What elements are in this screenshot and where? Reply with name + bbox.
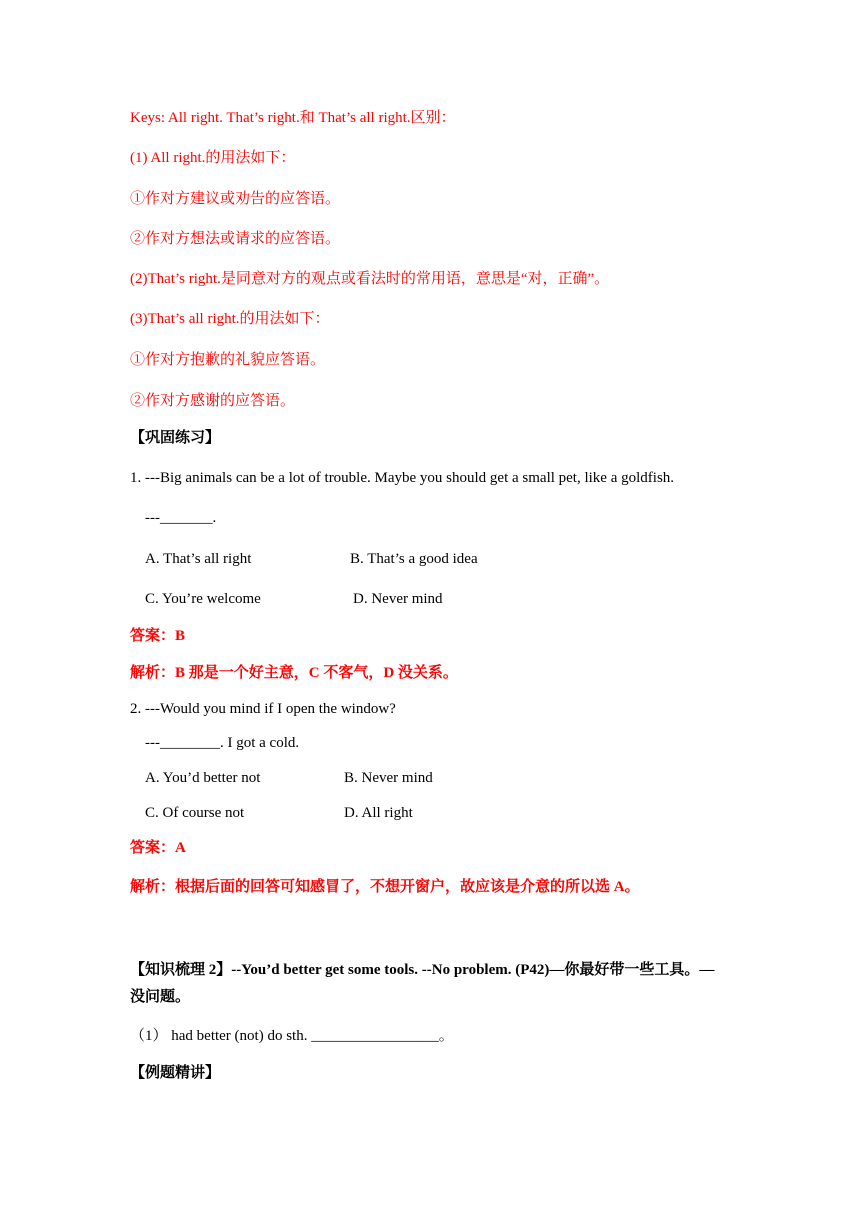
keys-point-3b: ②作对方感谢的应答语。 [130,391,296,409]
q2-answer: 答案：A [130,840,186,856]
keys-point-1a: ①作对方建议或劝告的应答语。 [130,189,341,207]
knowledge-item-1: （1） had better (not) do sth. _________________。 [130,1028,454,1044]
q1-answer: 答案：B [130,628,186,644]
knowledge-heading-line2: 没问题。 [130,987,191,1005]
knowledge-heading-line1: 【知识梳理 2】--You’d better get some tools. --No problem. (P42)—你最好带一些工具。— [130,962,715,978]
keys-point-1b: ②作对方想法或请求的应答语。 [130,229,341,247]
keys-point-2: (2)That’s right.是同意对方的观点或看法时的常用语，意思是“对，正确”。 [130,271,610,287]
q1-question: 1. ---Big animals can be a lot of trouble. Maybe you should get a small pet, like a goldfish. [130,470,675,486]
q2-option-c: C. Of course not [145,805,245,821]
example-heading: 【例题精讲】 [130,1063,221,1081]
keys-point-1: (1) All right.的用法如下： [130,150,296,166]
keys-title: Keys: All right. That’s right.和 That’s all right.区别： [130,110,456,126]
q2-option-b: B. Never mind [344,770,433,786]
practice-heading: 【巩固练习】 [130,428,221,446]
q2-option-a: A. You’d better not [145,770,261,786]
q1-option-d: D. Never mind [353,591,443,607]
q1-analysis: 解析：B 那是一个好主意，C 不客气，D 没关系。 [130,665,458,681]
q2-reply: ---________. I got a cold. [145,735,300,751]
q2-question: 2. ---Would you mind if I open the window? [130,701,396,717]
q2-analysis: 解析：根据后面的回答可知感冒了，不想开窗户，故应该是介意的所以选 A。 [130,879,640,895]
q1-reply: ---_______. [145,510,217,526]
q1-option-a: A. That’s all right [145,551,252,567]
keys-point-3: (3)That’s all right.的用法如下： [130,311,330,327]
q1-option-c: C. You’re welcome [145,591,261,607]
q1-option-b: B. That’s a good idea [350,551,478,567]
q2-option-d: D. All right [344,805,413,821]
keys-point-3a: ①作对方抱歉的礼貌应答语。 [130,350,326,368]
